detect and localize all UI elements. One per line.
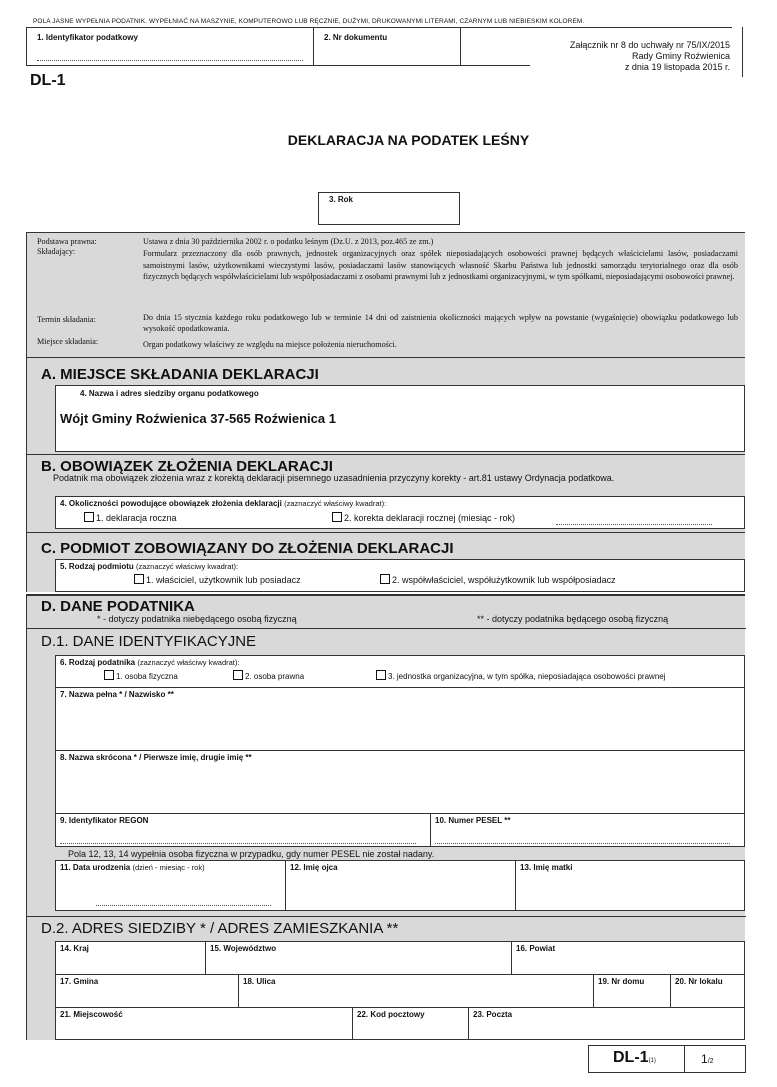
field-15-label: 15. Województwo xyxy=(210,944,277,953)
korekta-date-line[interactable] xyxy=(556,524,712,525)
field-4b-hint: (zaznaczyć właściwy kwadrat): xyxy=(284,499,387,508)
field-ulica[interactable] xyxy=(238,974,594,1008)
option-jednostka[interactable] xyxy=(376,670,666,681)
option-deklaracja-roczna-label: 1. deklaracja roczna xyxy=(96,513,177,523)
option-osoba-fizyczna[interactable] xyxy=(104,670,178,681)
field-12-label: 12. Imię ojca xyxy=(290,863,338,872)
termin-text: Do dnia 15 stycznia każdego roku podatkowego lub w terminie 14 dni od zaistnienia okoliczności mających wpływ na powstanie (wygaśnięcie) obowiązku podatkowego lub wysokość opodatkowania. xyxy=(143,313,738,333)
field-nazwa-pelna[interactable] xyxy=(55,687,745,751)
field-data-urodzenia[interactable] xyxy=(55,860,286,911)
section-b-title: B. OBOWIĄZEK ZŁOŻENIA DEKLARACJI xyxy=(41,458,333,475)
option-wlasciciel-label: 1. właściciel, użytkownik lub posiadacz xyxy=(146,575,301,585)
footer-code-text: DL-1 xyxy=(613,1049,649,1066)
option-korekta[interactable] xyxy=(332,512,515,523)
field-6-hint: (zaznaczyć właściwy kwadrat): xyxy=(137,658,240,667)
section-c-title: C. PODMIOT ZOBOWIĄZANY DO ZŁOŻENIA DEKLARACJI xyxy=(41,540,454,557)
field-17-label: 17. Gmina xyxy=(60,977,99,986)
checkbox-icon[interactable] xyxy=(134,574,144,584)
form-code: DL-1 xyxy=(30,72,66,89)
field-kraj[interactable] xyxy=(55,941,206,975)
field-18-label: 18. Ulica xyxy=(243,977,276,986)
option-jednostka-label: 3. jednostka organizacyjna, w tym spółka, nieposiadająca osobowości prawnej xyxy=(388,672,666,681)
field-kod-pocztowy[interactable] xyxy=(352,1007,469,1040)
field-imie-ojca[interactable] xyxy=(285,860,516,911)
section-a-title: A. MIEJSCE SKŁADANIA DEKLARACJI xyxy=(41,366,319,383)
checkbox-icon[interactable] xyxy=(104,670,114,680)
footer-page-number: 1 xyxy=(701,1052,708,1066)
field-13-label: 13. Imię matki xyxy=(520,863,573,872)
field-4a-value: Wójt Gminy Roźwienica 37-565 Roźwienica 1 xyxy=(60,411,336,426)
option-osoba-prawna-label: 2. osoba prawna xyxy=(245,672,305,681)
option-korekta-label: 2. korekta deklaracji rocznej (miesiąc - rok) xyxy=(344,513,516,523)
field-nazwa-skrocona[interactable] xyxy=(55,750,745,814)
field-nr-lokalu[interactable] xyxy=(670,974,745,1008)
annex-line3: z dnia 19 listopada 2015 r. xyxy=(624,62,730,72)
field-11-hint: (dzień - miesiąc - rok) xyxy=(132,863,205,872)
annex-line2: Rady Gminy Roźwienica xyxy=(631,51,730,61)
field-23-label: 23. Poczta xyxy=(473,1010,513,1019)
option-wspolwlasciciel-label: 2. współwłaściciel, współużytkownik lub współposiadacz xyxy=(392,575,616,585)
miejsce-text: Organ podatkowy właściwy ze względu na miejsce położenia nieruchomości. xyxy=(143,340,397,349)
field-2-extension xyxy=(460,65,530,66)
field-11-label xyxy=(60,863,205,872)
checkbox-icon[interactable] xyxy=(84,512,94,522)
field-6-label-text: 6. Rodzaj podatnika xyxy=(60,658,136,667)
top-notice: POLA JASNE WYPEŁNIA PODATNIK. WYPEŁNIAĆ NA MASZYNIE, KOMPUTEROWO LUB RĘCZNIE, DUŻYMI, DRUKOWANYMI LITERAMI, CZARNYM LUB NIEBIESKIM KOLOREM. xyxy=(33,18,585,25)
field-miejscowosc[interactable] xyxy=(55,1007,353,1040)
footer-divider xyxy=(684,1046,685,1072)
d2-title: D.2. ADRES SIEDZIBY * / ADRES ZAMIESZKANIA ** xyxy=(41,920,399,937)
field-14-label: 14. Kraj xyxy=(60,944,89,953)
option-deklaracja-roczna[interactable] xyxy=(84,512,177,523)
field-2-label: 2. Nr dokumentu xyxy=(324,33,388,42)
d1-title: D.1. DANE IDENTYFIKACYJNE xyxy=(41,633,257,650)
field-imie-matki[interactable] xyxy=(515,860,745,911)
info-block xyxy=(26,232,745,357)
field-7-label: 7. Nazwa pełna * / Nazwisko ** xyxy=(60,690,174,699)
field-19-label: 19. Nr domu xyxy=(598,977,645,986)
footer-page xyxy=(701,1052,714,1066)
field-organ-podatkowy[interactable] xyxy=(55,385,745,452)
field-20-label: 20. Nr lokalu xyxy=(675,977,723,986)
field-11-dotline xyxy=(96,905,271,906)
checkbox-icon[interactable] xyxy=(376,670,386,680)
field-wojewodztwo[interactable] xyxy=(205,941,512,975)
option-wlasciciel[interactable] xyxy=(134,574,301,585)
annex-rule xyxy=(742,27,743,77)
d2-divider xyxy=(27,916,746,917)
field-9-dotline xyxy=(60,843,416,844)
field-1-label: 1. Identyfikator podatkowy xyxy=(37,33,138,42)
annex-line1: Załącznik nr 8 do uchwały nr 75/IX/2015 xyxy=(569,40,730,50)
field-nr-domu[interactable] xyxy=(593,974,671,1008)
field-8-label: 8. Nazwa skrócona * / Pierwsze imię, drugie imię ** xyxy=(60,753,252,762)
section-d-note1: * - dotyczy podatnika niebędącego osobą fizyczną xyxy=(97,614,297,624)
section-b-subtitle: Podatnik ma obowiązek złożenia wraz z korektą deklaracji pisemnego uzasadnienia przyczyny korekty - art.81 ustawy Ordynacja podatkowa. xyxy=(53,473,615,483)
d1-divider xyxy=(27,628,746,629)
termin-label: Termin składania: xyxy=(37,315,96,324)
field-4b-label-text: 4. Okoliczności powodujące obowiązek złożenia deklaracji xyxy=(60,499,282,508)
checkbox-icon[interactable] xyxy=(332,512,342,522)
miejsce-label: Miejsce składania: xyxy=(37,337,99,346)
checkbox-icon[interactable] xyxy=(380,574,390,584)
field-6-label xyxy=(60,658,239,667)
checkbox-icon[interactable] xyxy=(233,670,243,680)
field-21-label: 21. Miejscowość xyxy=(60,1010,123,1019)
field-11-label-text: 11. Data urodzenia xyxy=(60,863,131,872)
field-9-label: 9. Identyfikator REGON xyxy=(60,816,149,825)
field-rok[interactable] xyxy=(318,192,460,225)
field-rodzaj-podatnika xyxy=(55,655,745,688)
field-16-label: 16. Powiat xyxy=(516,944,556,953)
field-1-dotline xyxy=(37,60,303,61)
pesel-note: Pola 12, 13, 14 wypełnia osoba fizyczna w przypadku, gdy numer PESEL nie został nadany. xyxy=(68,849,435,859)
field-4a-label: 4. Nazwa i adres siedziby organu podatkowego xyxy=(80,389,259,398)
option-osoba-fizyczna-label: 1. osoba fizyczna xyxy=(116,672,178,681)
page-title: DEKLARACJA NA PODATEK LEŚNY xyxy=(287,132,530,148)
field-nr-dokumentu xyxy=(313,28,461,66)
field-10-dotline xyxy=(435,843,730,844)
option-wspolwlasciciel[interactable] xyxy=(380,574,616,585)
section-d-note2: ** - dotyczy podatnika będącego osobą fizyczną xyxy=(477,614,669,624)
field-5-label xyxy=(60,562,238,571)
field-pesel[interactable] xyxy=(430,813,745,847)
skladajacy-text: Formularz przeznaczony dla osób prawnych, jednostek organizacyjnych oraz spółek nieposiadających osobowości prawnej będących właścicielami lasów, posiadaczami samoistnymi lasów, użytkownikami wieczystymi lasów, posiadaczami lasów stanowiących własność Skarbu Państwa lub jednostki samorządu terytorialnego oraz dla osób fizycznych będących współwłaścicielami lub współposiadaczami z osobami prawnymi lub z jednostkami organizacyjnymi, w tym spółkami, nieposiadającymi osobowości prawnej. xyxy=(143,249,738,281)
field-identyfikator-podatkowy[interactable] xyxy=(26,28,314,66)
field-5-hint: (zaznaczyć właściwy kwadrat): xyxy=(136,562,239,571)
field-powiat[interactable] xyxy=(511,941,745,975)
skladajacy-label: Składający: xyxy=(37,247,76,256)
field-3-label: 3. Rok xyxy=(329,195,354,204)
field-rodzaj-podmiotu xyxy=(55,559,745,592)
footer-page-total: /2 xyxy=(707,1058,714,1065)
footer-box xyxy=(588,1045,746,1073)
section-d-title: D. DANE PODATNIKA xyxy=(41,598,195,615)
field-5-label-text: 5. Rodzaj podmiotu xyxy=(60,562,134,571)
option-osoba-prawna[interactable] xyxy=(233,670,304,681)
footer-code xyxy=(613,1049,656,1067)
field-poczta[interactable] xyxy=(468,1007,745,1040)
field-regon[interactable] xyxy=(55,813,431,847)
podstawa-text: Ustawa z dnia 30 października 2002 r. o podatku leśnym (Dz.U. z 2013, poz.465 ze zm.) xyxy=(143,237,434,246)
field-4b-label xyxy=(60,499,386,508)
field-okolicznosci xyxy=(55,496,745,529)
field-10-label: 10. Numer PESEL ** xyxy=(435,816,511,825)
field-gmina[interactable] xyxy=(55,974,239,1008)
footer-code-sub: (1) xyxy=(648,1058,656,1064)
podstawa-label: Podstawa prawna: xyxy=(37,237,97,246)
field-22-label: 22. Kod pocztowy xyxy=(357,1010,425,1019)
annex-block xyxy=(534,40,730,73)
